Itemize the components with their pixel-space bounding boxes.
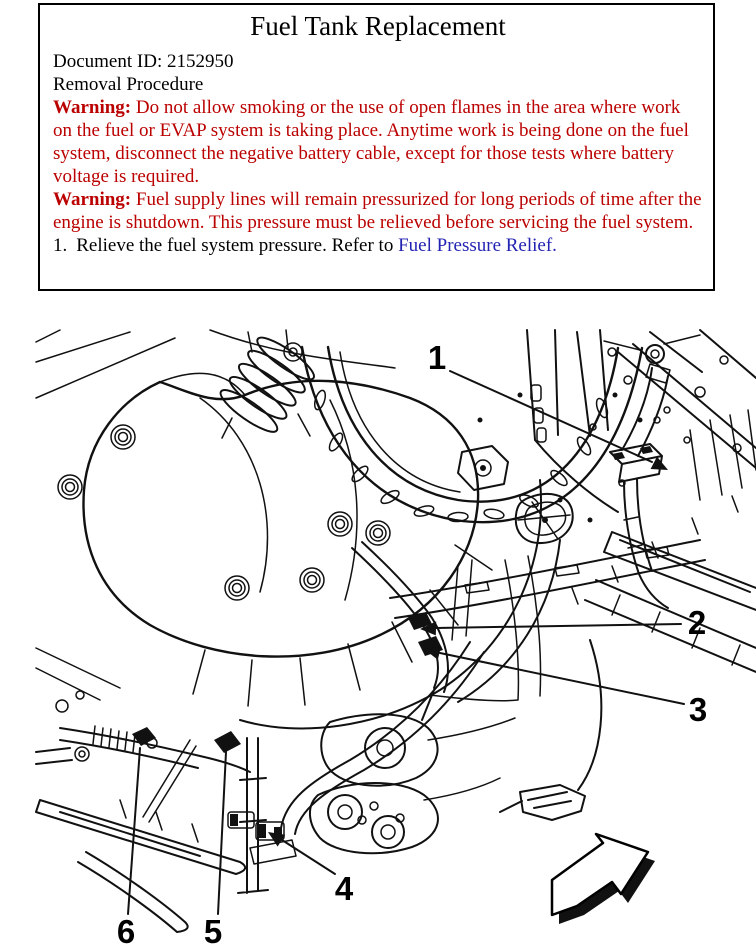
callout-1-label: 1 (427, 339, 447, 376)
page-title: Fuel Tank Replacement (250, 11, 506, 41)
grommets (58, 425, 390, 600)
callout-4 (268, 832, 354, 907)
sill-end-box (500, 785, 585, 820)
callout-5-label: 5 (203, 913, 223, 950)
step-text: Relieve the fuel system pressure. Refer to (76, 235, 394, 256)
document-id: Document ID: 2152950 (53, 51, 234, 72)
step-number: 1. (53, 235, 68, 256)
warning-2-label: Warning: (53, 189, 132, 210)
callout-2-label: 2 (687, 604, 707, 641)
callout-1 (428, 339, 668, 470)
warning-2-text: Fuel supply lines will remain pressurized for long periods of time after the engine is shutdown. This pressure must be relieved before servicing the fuel system. (53, 189, 702, 233)
procedure-name: Removal Procedure (53, 74, 204, 95)
fuel-tank (84, 373, 560, 728)
underbody-left (36, 648, 245, 932)
fuel-pressure-relief-link[interactable]: Fuel Pressure Relief. (398, 235, 557, 256)
direction-arrow (552, 834, 655, 924)
callout-3-label: 3 (688, 691, 708, 728)
callout-4-label: 4 (334, 870, 354, 907)
callout-3 (424, 646, 707, 728)
callout-6 (117, 748, 140, 950)
warning-1-label: Warning: (53, 97, 132, 118)
warning-1-text: Do not allow smoking or the use of open flames in the area where work on the fuel or EVAP system is taking place. Anytime work is being done on the fuel system, disconnect the negative battery cable, except for those tests where battery voltage is required. (53, 97, 689, 187)
callout-6-label: 6 (116, 913, 136, 950)
